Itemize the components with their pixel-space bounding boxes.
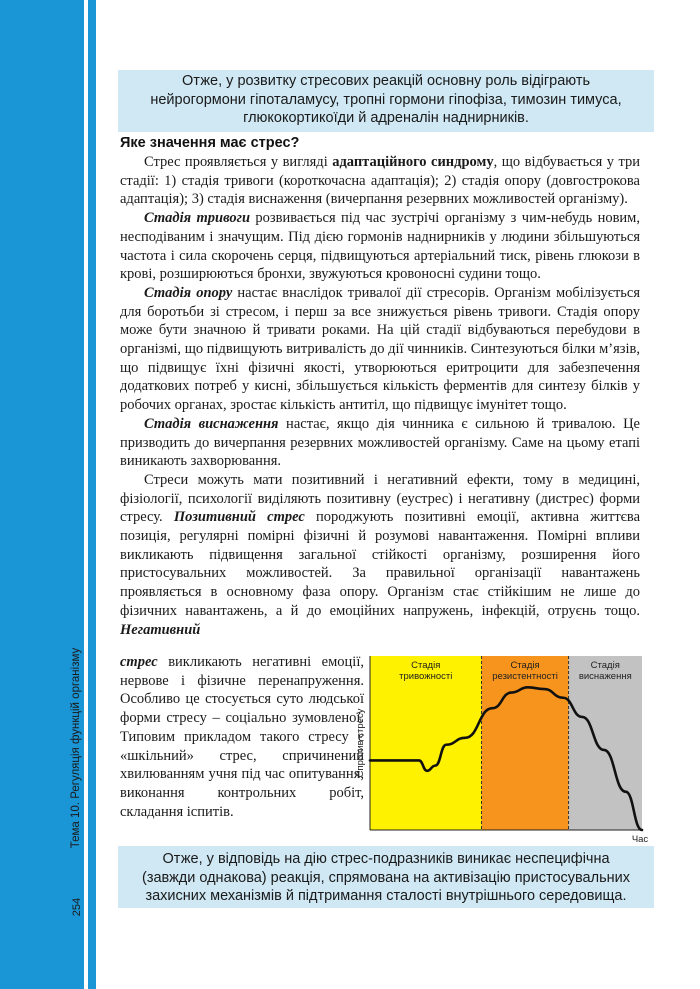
paragraph-alarm-stage: Стадія тривоги розвивається під час зустрічі організму з чим-небудь новим, несподіваним і значущим. Під дією гормонів наднирників у людини збільшуються частота і сила скорочень серця, підвищуються артеріальний тиск, рівень глюкози в крові, розширюються бронхи, звужуються кровоносні судини тощо. (120, 210, 640, 283)
side-stripe (88, 0, 96, 989)
chart-svg (352, 650, 652, 845)
stage-label: тривожності (399, 671, 453, 682)
paragraph-resistance-stage: Стадія опору настає внаслідок тривалої дії стресорів. Організм мобілізується для боротьби зі стресом, і перш за все знижується рівень тривоги. Стадія опору може бути значною й тривати роками. На цій стадії відбуваються перебудови в організмі, що підвищують витривалість до дії чинників. Синтезуються білки м’язів, що підвищує їхні фізичні якості, утворюються еритроцити для забезпечення додаткових потреб у кисні, збільшується кількість ферментів для синтезу білків у робочих органах, зростає кількість антитіл, що підвищує імунітет тощо. (120, 284, 640, 414)
summary-line: Отже, у розвитку стресових реакцій основну роль відіграють (181, 73, 591, 89)
stage-label: резистентності (492, 671, 558, 682)
summary-line: захисних механізмів й підтримання сталості внутрішнього середовища. (145, 888, 627, 904)
main-text-column (120, 153, 640, 639)
paragraph-negative-stress: стрес викликають негативні емоції, нервове і фізичне перенапруження. Особливо це стосується суто людської форми стресу – соціально зумовленої. Типовим прикладом такого стресу є «шкільний» стрес, спричинений хвилюванням учня під час опитування, виконання контрольних робіт, складання іспитів. (120, 654, 364, 820)
summary-box-top (118, 70, 654, 132)
stage-label: Стадія (590, 660, 620, 671)
paragraph-stress-types: Стреси можуть мати позитивний і негативний ефекти, тому в медицині, фізіології, психології виділяють позитивну (еустрес) і негативну (дистрес) форми стресу. Позитивний стрес породжують позитивні емоції, активна життєва позиція, регулярні помірні фізичні й розумові навантаження. Помірні впливи викликають підвищення загальної стійкості організму, розширення його пристосувальних можливостей. За правильної організації навантажень проявляється в основному фаза опору. Організм стає стійкішим не лише до фізичних навантажень, а й до емоційних напружень, інфекцій, отруєнь тощо. Негативний (120, 471, 640, 638)
x-axis-label: Час (631, 834, 649, 845)
page-number: 254 (71, 897, 83, 917)
summary-line: Отже, у відповідь на дію стрес-подразників виникає неспецифічна (162, 851, 610, 867)
chapter-topic: Тема 10. Регуляція функцій організму (70, 647, 82, 849)
stage-label: виснаження (578, 671, 632, 682)
wrapped-text-column (120, 653, 364, 821)
paragraph-stress-syndrome: Стрес проявляється у вигляді адаптаційного синдрому, що відбувається у три стадії: 1) стадія тривоги (короткочасна адаптація); 2) стадія опору (довгострокова адаптація); 3) стадія виснаження (вичерпання резервних можливостей організму). (120, 154, 640, 208)
stage-label: Стадія (510, 660, 540, 671)
stage-band (370, 656, 482, 830)
y-axis-label: Спротив стресу (355, 708, 366, 778)
summary-line: нейрогормони гіпоталамусу, тропні гормони гіпофіза, тимозин тимуса, (150, 91, 622, 108)
section-heading: Яке значення має стрес? (120, 135, 300, 151)
summary-box-bottom (118, 846, 654, 908)
stress-stages-chart (352, 650, 652, 845)
summary-line: (завжди однакова) реакція, спрямована на активізацію пристосувальних (141, 869, 630, 886)
summary-line: глюкокортикоїди й адреналін наднирників. (243, 110, 529, 126)
stage-band (482, 656, 569, 830)
paragraph-exhaustion-stage: Стадія виснаження настає, якщо дія чинника є сильною й тривалою. Це призводить до вичерпання резервних можливостей організму. Саме на цьому етапі виникають захворювання. (120, 415, 640, 470)
stage-label: Стадія (411, 660, 441, 671)
